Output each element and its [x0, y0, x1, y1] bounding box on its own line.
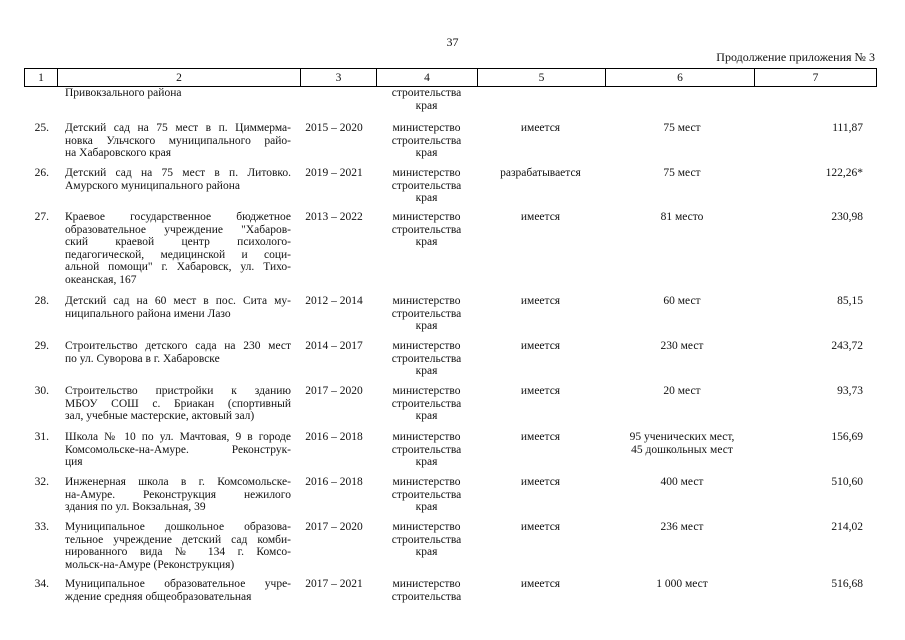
- table-row: [24, 122, 876, 167]
- estimated-cost: 516,68: [831, 578, 863, 590]
- table-row: [24, 295, 876, 340]
- object-name-line: зал, учебные мастерские, актовый зал): [65, 410, 255, 422]
- customer: [378, 211, 475, 249]
- table-row: [24, 521, 876, 578]
- row-number: 32.: [34, 476, 49, 488]
- object-name: [65, 431, 291, 469]
- table-row: [24, 578, 876, 608]
- row-number: 28.: [34, 295, 49, 307]
- customer-line: строительства: [391, 590, 462, 603]
- construction-years: 2017 – 2020: [305, 521, 363, 533]
- construction-years: 2012 – 2014: [305, 295, 363, 307]
- object-name-line: по ул. Суворова в г. Хабаровске: [65, 352, 220, 365]
- capacity: [612, 476, 752, 489]
- object-name-line: ция: [65, 456, 83, 468]
- documentation-status: имеется: [520, 295, 561, 307]
- object-name: [65, 521, 291, 571]
- object-name-line: педагогической, медицинской и соци-: [65, 248, 291, 261]
- capacity-line: 75 мест: [663, 122, 701, 134]
- documentation-status: имеется: [520, 211, 561, 223]
- object-name-line: здания по ул. Вокзальная, 39: [65, 501, 206, 513]
- customer-line: края: [415, 501, 438, 513]
- header-row: [25, 69, 877, 87]
- customer-line: министерство: [392, 431, 461, 443]
- object-name: [65, 122, 291, 160]
- capacity: [612, 167, 752, 180]
- table-row: [24, 87, 876, 122]
- header-col-4: 4: [377, 69, 478, 87]
- object-name-line: Детский сад на 75 мест в п. Циммерма-: [65, 122, 291, 134]
- object-name: [65, 211, 291, 286]
- estimated-cost: 156,69: [831, 431, 863, 443]
- capacity-line: 20 мест: [663, 385, 701, 397]
- customer-line: министерство: [392, 578, 461, 590]
- capacity-line: 81 место: [660, 211, 704, 223]
- object-name-line: Детский сад на 60 мест в пос. Сита му-: [65, 295, 291, 307]
- customer-line: строительства: [391, 443, 462, 456]
- header-col-7: 7: [755, 69, 877, 87]
- customer-line: строительства: [391, 179, 462, 192]
- capacity: [612, 578, 752, 591]
- row-number: 27.: [34, 211, 49, 223]
- header-col-5: 5: [478, 69, 606, 87]
- customer-line: министерство: [392, 167, 461, 179]
- capacity: [612, 431, 752, 456]
- customer-line: края: [415, 236, 438, 248]
- capacity: [612, 385, 752, 398]
- estimated-cost: 122,26*: [825, 167, 863, 179]
- object-name-line: Муниципальное дошкольное образова-: [65, 521, 291, 533]
- estimated-cost: 510,60: [831, 476, 863, 488]
- customer: [378, 431, 475, 469]
- row-number: 29.: [34, 340, 49, 352]
- column-number-header: [24, 68, 877, 87]
- documentation-status: имеется: [520, 122, 561, 134]
- row-number: 31.: [34, 431, 49, 443]
- customer: [378, 122, 475, 160]
- customer: [378, 578, 475, 603]
- customer-line: министерство: [392, 521, 461, 533]
- object-name-line: ниципального района имени Лазо: [65, 307, 231, 320]
- capacity-line: 60 мест: [663, 295, 701, 307]
- object-name-line: образовательное учреждение "Хабаров-: [65, 223, 291, 236]
- customer-line: края: [415, 192, 438, 204]
- object-name-line: океанская, 167: [65, 273, 137, 286]
- construction-years: 2013 – 2022: [305, 211, 363, 223]
- customer-line: министерство: [392, 122, 461, 134]
- object-name-line: на-Амуре. Реконструкция нежилого: [65, 488, 291, 501]
- customer-line: края: [415, 147, 438, 159]
- customer-line: края: [415, 365, 438, 377]
- customer-line: министерство: [392, 211, 461, 223]
- table-row: [24, 211, 876, 295]
- capacity-line: 236 мест: [660, 521, 704, 533]
- object-name: [65, 87, 291, 100]
- customer: [378, 295, 475, 333]
- customer-line: края: [415, 456, 438, 468]
- customer-line: строительства: [391, 397, 462, 410]
- estimated-cost: 230,98: [831, 211, 863, 223]
- object-name-line: тельное учреждение детский сад комби-: [65, 533, 291, 546]
- capacity: [612, 122, 752, 135]
- estimated-cost: 93,73: [837, 385, 863, 397]
- table-row: [24, 167, 876, 211]
- object-name-line: ский краевой центр психолого-: [65, 236, 291, 248]
- customer-line: строительства: [391, 488, 462, 501]
- row-number: 26.: [34, 167, 49, 179]
- construction-years: 2015 – 2020: [305, 122, 363, 134]
- customer-line: края: [415, 99, 438, 112]
- customer-line: министерство: [392, 295, 461, 307]
- customer-line: строительства: [391, 87, 462, 99]
- object-name-line: ждение средняя общеобразовательная: [65, 590, 252, 603]
- construction-years: 2014 – 2017: [305, 340, 363, 352]
- customer-line: министерство: [392, 385, 461, 397]
- documentation-status: имеется: [520, 340, 561, 352]
- object-name-line: Амурского муниципального района: [65, 179, 240, 192]
- capacity: [612, 340, 752, 353]
- object-name-line: Инженерная школа в г. Комсомольске-: [65, 476, 291, 488]
- object-name-line: новка Ульчского муниципального райо-: [65, 134, 291, 147]
- customer-line: строительства: [391, 307, 462, 320]
- table-row: [24, 340, 876, 385]
- object-name-line: на Хабаровского края: [65, 147, 172, 159]
- customer-line: строительства: [391, 134, 462, 147]
- page-number: 37: [446, 35, 459, 49]
- documentation-status: имеется: [520, 578, 561, 590]
- object-name: [65, 385, 291, 423]
- table-row: [24, 476, 876, 521]
- customer-line: строительства: [391, 223, 462, 236]
- object-name: [65, 476, 291, 514]
- construction-years: 2017 – 2021: [305, 578, 363, 590]
- estimated-cost: 214,02: [831, 521, 863, 533]
- table-row: [24, 431, 876, 476]
- construction-years: 2016 – 2018: [305, 431, 363, 443]
- object-name-line: Муниципальное образовательное учре-: [65, 578, 291, 590]
- construction-years: 2019 – 2021: [305, 167, 363, 179]
- capacity-line: 45 дошкольных мест: [631, 443, 733, 456]
- customer-line: министерство: [392, 476, 461, 488]
- construction-years: 2017 – 2020: [305, 385, 363, 397]
- customer: [378, 167, 475, 205]
- object-name: [65, 578, 291, 603]
- customer-line: края: [415, 320, 438, 332]
- capacity: [612, 521, 752, 534]
- capacity: [612, 295, 752, 308]
- capacity-line: 400 мест: [660, 476, 704, 488]
- object-name-line: нированного вида № 134 г. Комсо-: [65, 546, 291, 558]
- object-name-line: Детский сад на 75 мест в п. Литовко.: [65, 167, 291, 179]
- customer: [378, 476, 475, 514]
- customer-line: строительства: [391, 352, 462, 365]
- object-name-line: МБОУ СОШ с. Бриакан (спортивный: [65, 397, 291, 410]
- customer: [378, 385, 475, 423]
- object-name: [65, 295, 291, 320]
- table-row: [24, 385, 876, 431]
- object-name-line: Строительство детского сада на 230 мест: [65, 340, 291, 352]
- customer-line: края: [415, 546, 438, 558]
- capacity-line: 230 мест: [660, 340, 704, 352]
- object-name: [65, 167, 291, 192]
- estimated-cost: 111,87: [832, 122, 863, 134]
- object-name-line: альной помощи" г. Хабаровск, ул. Тихо-: [65, 261, 291, 273]
- row-number: 33.: [34, 521, 49, 533]
- object-name-line: Комсомольске-на-Амуре. Реконструк-: [65, 443, 291, 456]
- row-number: 30.: [34, 385, 49, 397]
- object-name-line: Краевое государственное бюджетное: [65, 211, 291, 223]
- object-name-line: Привокзального района: [65, 87, 182, 99]
- row-number: 34.: [34, 578, 49, 590]
- header-col-2: 2: [58, 69, 301, 87]
- documentation-status: имеется: [520, 521, 561, 533]
- object-name: [65, 340, 291, 365]
- customer-line: министерство: [392, 340, 461, 352]
- estimated-cost: 243,72: [831, 340, 863, 352]
- continuation-label: Продолжение приложения № 3: [716, 50, 875, 64]
- capacity-line: 75 мест: [663, 167, 701, 179]
- capacity-line: 1 000 мест: [656, 578, 708, 590]
- customer-line: строительства: [391, 533, 462, 546]
- customer: [378, 87, 475, 112]
- documentation-status: имеется: [520, 476, 561, 488]
- header-col-3: 3: [301, 69, 377, 87]
- documentation-status: имеется: [520, 385, 561, 397]
- construction-years: 2016 – 2018: [305, 476, 363, 488]
- customer: [378, 521, 475, 559]
- capacity: [612, 211, 752, 224]
- customer-line: края: [415, 410, 438, 422]
- object-name-line: Строительство пристройки к зданию: [65, 385, 291, 397]
- object-name-line: мольск-на-Амуре (Реконструкция): [65, 558, 235, 571]
- customer: [378, 340, 475, 378]
- capacity-line: 95 ученических мест,: [629, 431, 735, 443]
- documentation-status: имеется: [520, 431, 561, 443]
- object-name-line: Школа № 10 по ул. Мачтовая, 9 в городе: [65, 431, 291, 443]
- header-col-6: 6: [606, 69, 755, 87]
- row-number: 25.: [34, 122, 49, 134]
- documentation-status: разрабатывается: [500, 167, 581, 179]
- header-col-1: 1: [25, 69, 58, 87]
- estimated-cost: 85,15: [837, 295, 863, 307]
